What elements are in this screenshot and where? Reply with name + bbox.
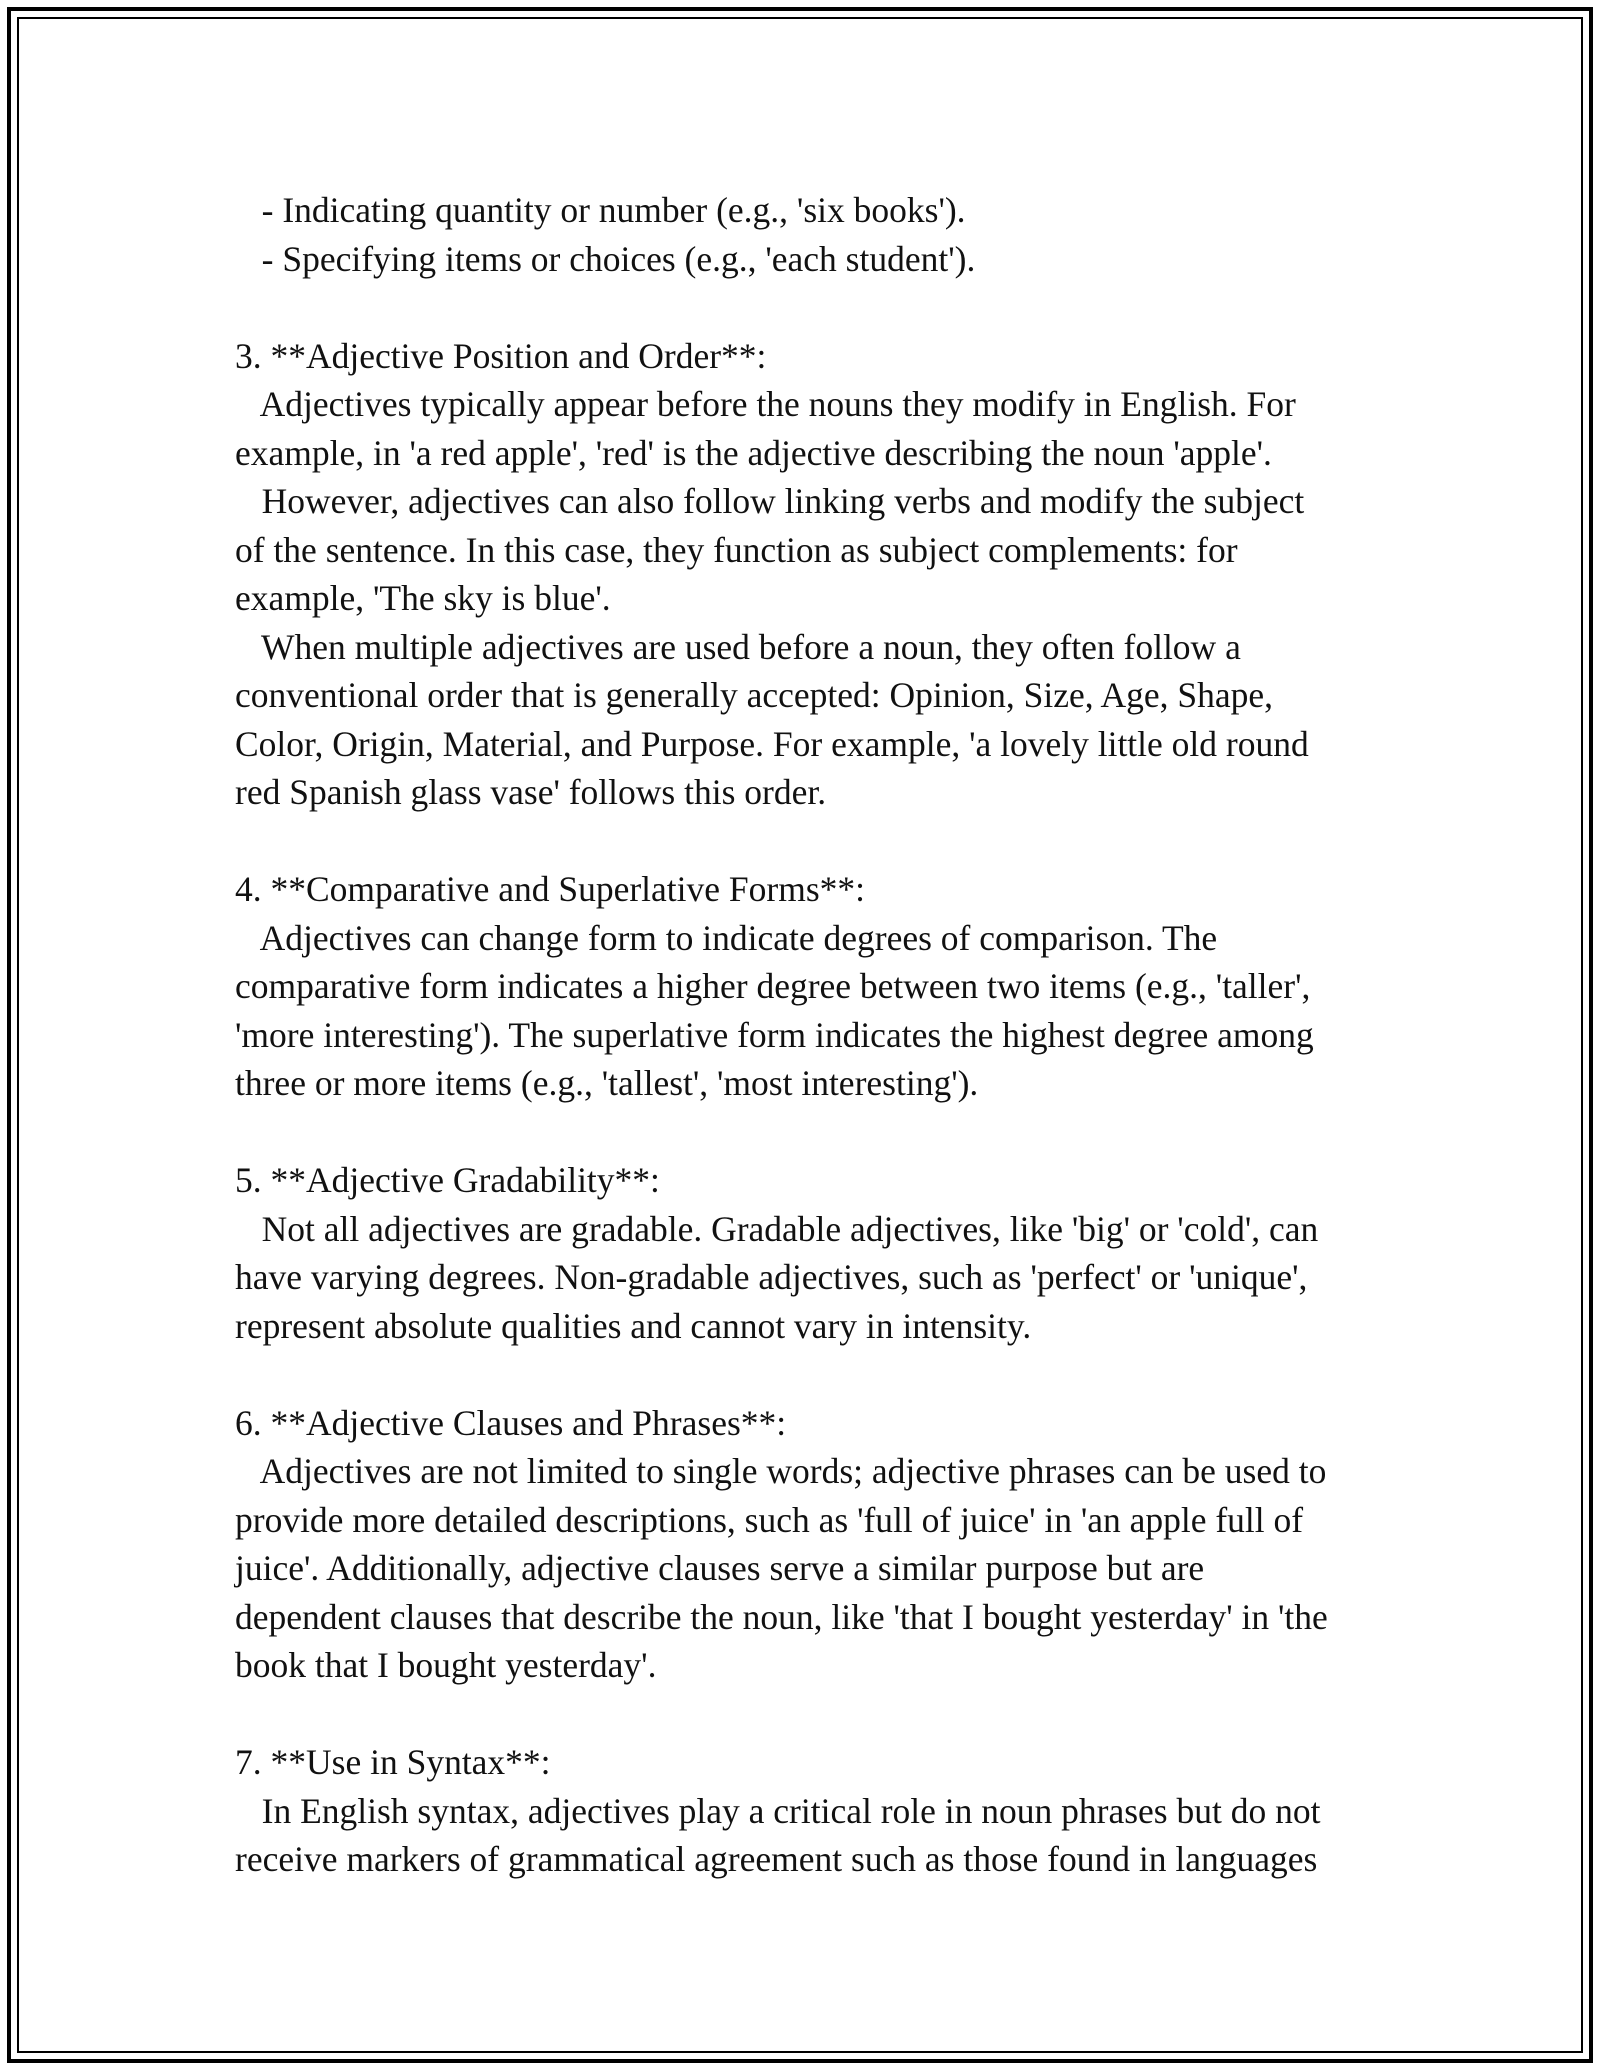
body-line: comparative form indicates a higher degree between two items (e.g., 'taller', — [235, 966, 1311, 1006]
body-line: However, adjectives can also follow linking verbs and modify the subject — [235, 481, 1305, 521]
body-line: Adjectives can change form to indicate degrees of comparison. The — [235, 917, 1218, 958]
body-line: In English syntax, adjectives play a critical role in noun phrases but do not — [235, 1790, 1321, 1831]
body-line: have varying degrees. Non-gradable adjectives, such as 'perfect' or 'unique', — [235, 1257, 1308, 1297]
body-line: juice'. Additionally, adjective clauses serve a similar purpose but are — [235, 1548, 1205, 1588]
body-line: Not all adjectives are gradable. Gradable adjectives, like 'big' or 'cold', can — [235, 1208, 1319, 1249]
body-line: represent absolute qualities and cannot vary in intensity. — [235, 1305, 1032, 1346]
body-line: When multiple adjectives are used before a noun, they often follow a — [235, 626, 1241, 667]
paragraph-gap — [235, 1108, 1365, 1157]
intro-line: - Specifying items or choices (e.g., 'each student'). — [235, 238, 976, 279]
section-heading: 4. **Comparative and Superlative Forms**: — [235, 869, 866, 909]
paragraph-gap — [235, 1350, 1365, 1399]
body-line: three or more items (e.g., 'tallest', 'most interesting'). — [235, 1063, 979, 1103]
section-heading: 3. **Adjective Position and Order**: — [235, 335, 767, 376]
paragraph-gap — [235, 817, 1365, 866]
body-line: Adjectives typically appear before the nouns they modify in English. For — [235, 384, 1296, 424]
body-line: red Spanish glass vase' follows this order. — [235, 772, 827, 812]
section-heading: 6. **Adjective Clauses and Phrases**: — [235, 1402, 787, 1443]
body-line: Adjectives are not limited to single words; adjective phrases can be used to — [235, 1451, 1327, 1491]
section-heading: 5. **Adjective Gradability**: — [235, 1160, 660, 1200]
body-line: provide more detailed descriptions, such as 'full of juice' in 'an apple full of — [235, 1499, 1304, 1540]
body-line: 'more interesting'). The superlative form indicates the highest degree among — [235, 1014, 1314, 1055]
paragraph-gap — [235, 283, 1365, 332]
body-line: dependent clauses that describe the noun, like 'that I bought yesterday' in 'the — [235, 1596, 1328, 1637]
body-line: book that I bought yesterday'. — [235, 1645, 657, 1685]
body-line: conventional order that is generally accepted: Opinion, Size, Age, Shape, — [235, 675, 1274, 715]
paragraph-gap — [235, 1690, 1365, 1739]
body-line: example, 'The sky is blue'. — [235, 578, 611, 618]
body-line: receive markers of grammatical agreement such as those found in languages — [235, 1839, 1318, 1879]
intro-line: - Indicating quantity or number (e.g., 'six books'). — [235, 190, 966, 230]
body-line: Color, Origin, Material, and Purpose. For example, 'a lovely little old round — [235, 723, 1309, 764]
body-line: example, in 'a red apple', 'red' is the adjective describing the noun 'apple'. — [235, 432, 1272, 473]
section-heading: 7. **Use in Syntax**: — [235, 1742, 551, 1782]
body-line: of the sentence. In this case, they function as subject complements: for — [235, 529, 1238, 570]
document-body — [235, 186, 1365, 1884]
